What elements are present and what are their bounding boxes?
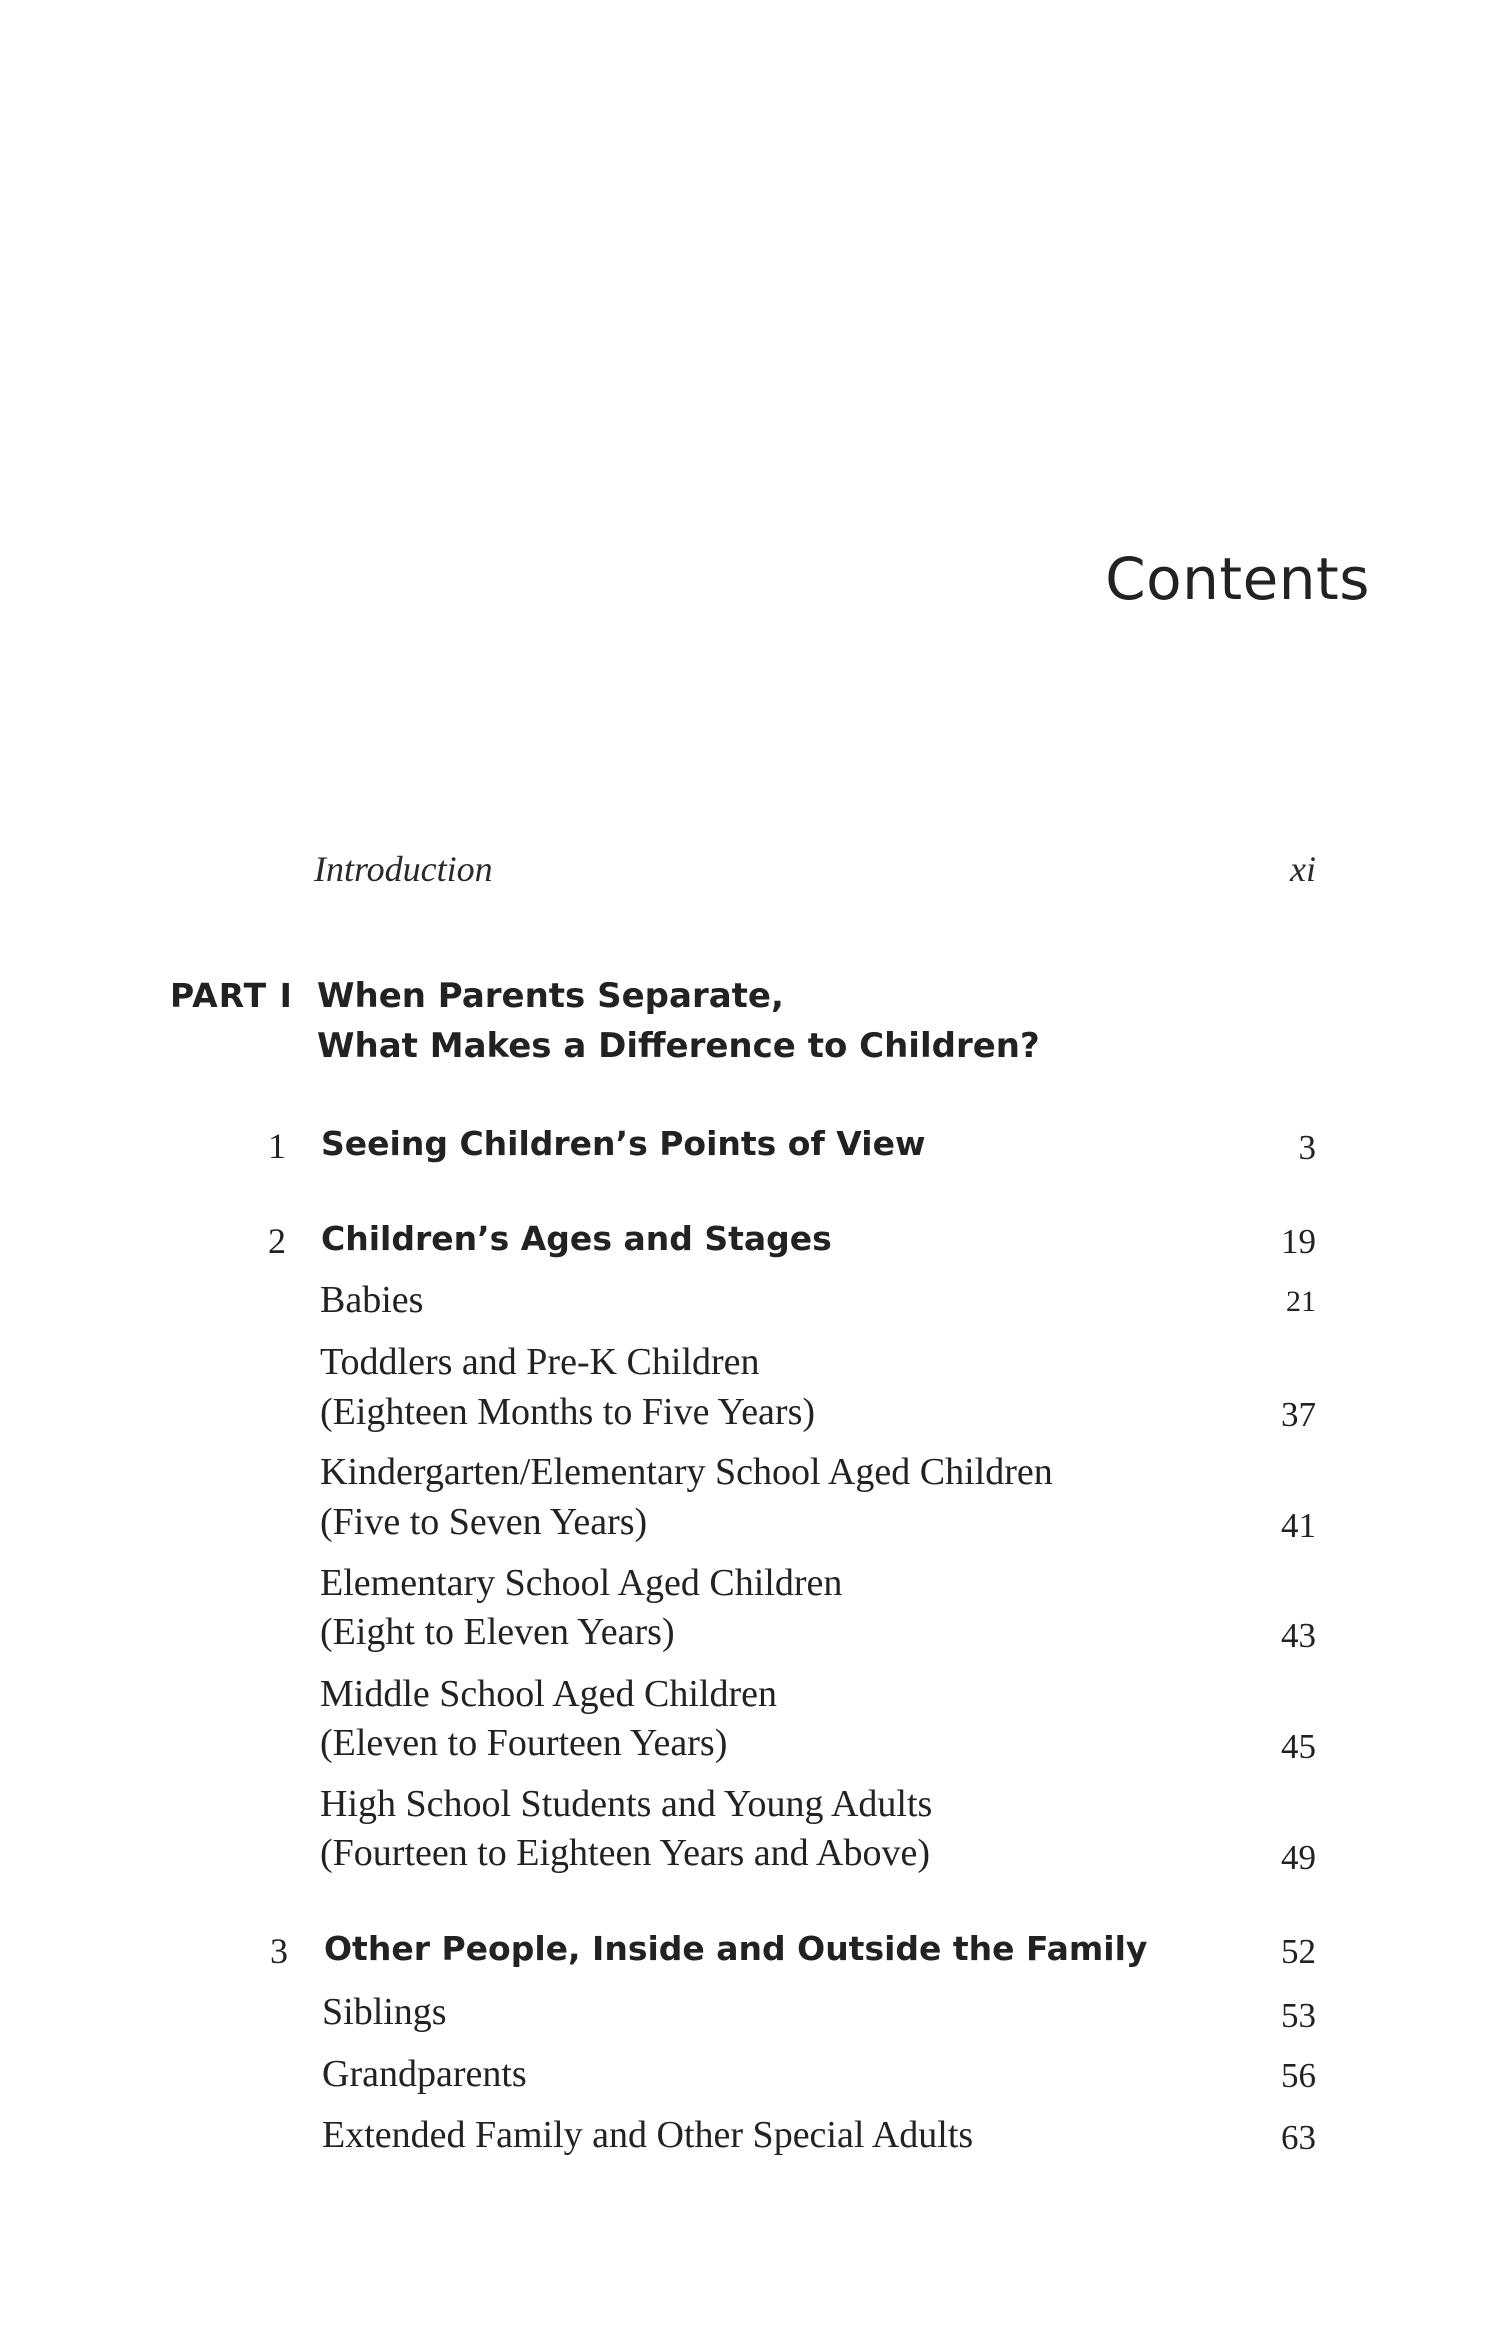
chapter-page: 52 [1281, 1932, 1316, 1971]
section-subtitle: (Fourteen to Eighteen Years and Above) [320, 1832, 930, 1874]
toc-entry-introduction: Introduction [314, 849, 493, 889]
page-title: Contents [1105, 545, 1370, 613]
chapter-page: 19 [1281, 1222, 1316, 1261]
section-title: Kindergarten/Elementary School Aged Children [320, 1451, 1053, 1493]
section-page: 45 [1281, 1727, 1316, 1766]
section-subtitle: (Five to Seven Years) [320, 1501, 648, 1543]
section-title: Middle School Aged Children [320, 1673, 778, 1715]
section-page: 49 [1281, 1838, 1316, 1877]
part-title-line2: What Makes a Difference to Children? [317, 1026, 1040, 1066]
section-title: Siblings [322, 1991, 447, 2033]
toc-page-introduction: xi [1290, 849, 1316, 889]
section-title: Toddlers and Pre-K Children [320, 1341, 760, 1383]
chapter-page: 3 [1298, 1128, 1316, 1167]
section-title: High School Students and Young Adults [320, 1783, 933, 1825]
chapter-title: Seeing Children’s Points of View [321, 1124, 926, 1163]
section-title: Babies [320, 1279, 424, 1321]
part-title-line1: When Parents Separate, [317, 976, 784, 1016]
section-page: 53 [1281, 1996, 1316, 2035]
section-title: Extended Family and Other Special Adults [322, 2114, 974, 2156]
chapter-title: Other People, Inside and Outside the Family [324, 1929, 1148, 1968]
chapter-title: Children’s Ages and Stages [321, 1219, 832, 1258]
section-subtitle: (Eighteen Months to Five Years) [320, 1391, 816, 1433]
section-page: 43 [1281, 1616, 1316, 1655]
section-page: 56 [1281, 2056, 1316, 2095]
section-subtitle: (Eleven to Fourteen Years) [320, 1722, 728, 1764]
section-subtitle: (Eight to Eleven Years) [320, 1611, 675, 1653]
section-page: 37 [1281, 1395, 1316, 1434]
section-page: 21 [1286, 1285, 1316, 1318]
chapter-number: 3 [270, 1931, 288, 1971]
section-title: Grandparents [322, 2053, 527, 2095]
chapter-number: 2 [268, 1221, 286, 1261]
section-title: Elementary School Aged Children [320, 1562, 843, 1604]
part-label: PART I [170, 976, 293, 1015]
section-page: 63 [1281, 2118, 1316, 2157]
section-page: 41 [1281, 1506, 1316, 1545]
chapter-number: 1 [268, 1126, 286, 1166]
